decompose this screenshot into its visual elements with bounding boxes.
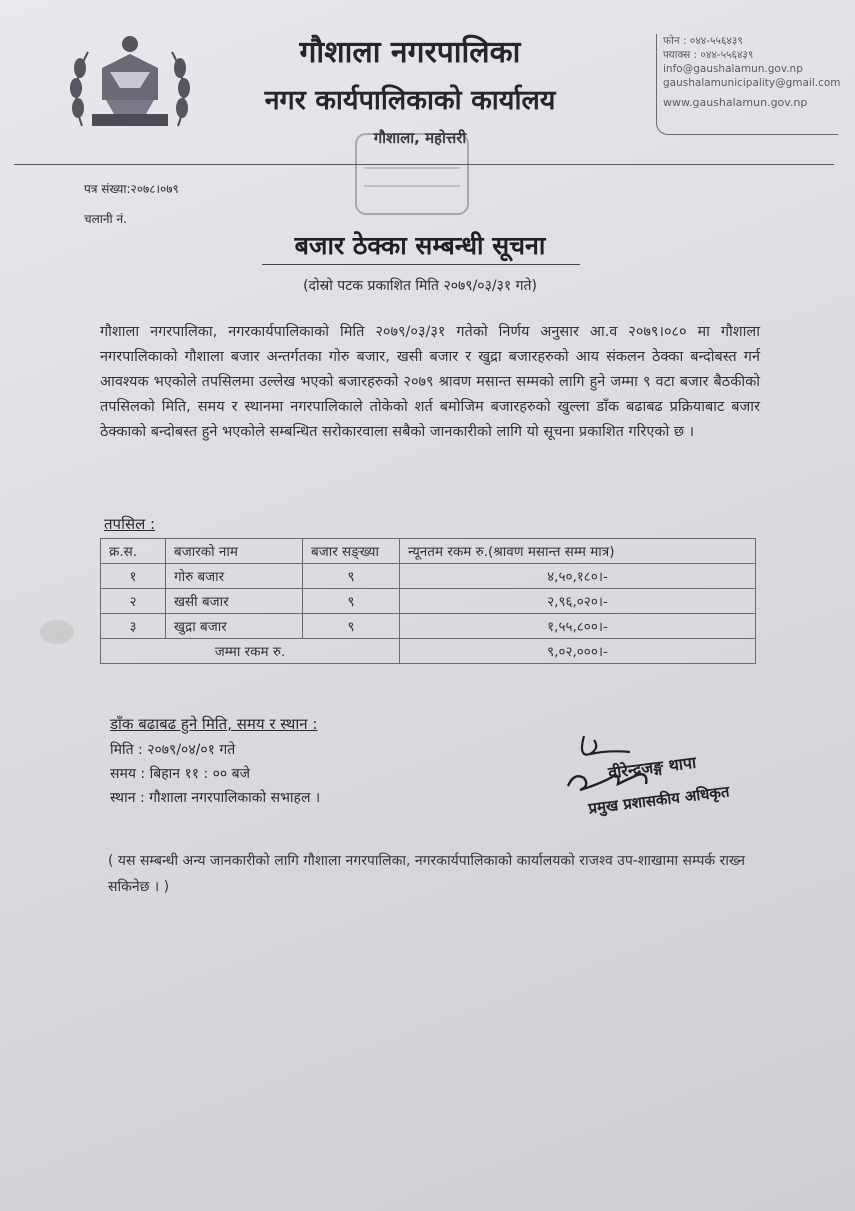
notice-title: बजार ठेक्का सम्बन्धी सूचना (294, 231, 546, 260)
signature-icon (560, 728, 760, 838)
municipality-name: गौशाला नगरपालिका (299, 35, 521, 70)
cell-amount: २,९६,०२०।- (400, 589, 756, 614)
table-row (101, 564, 756, 589)
footnote: ( यस सम्बन्धी अन्य जानकारीको लागि गौशाला नगरपालिका, नगरकार्यपालिकाको कार्यालयको राजश्व उप-शाखामा सम्पर्क राख्न सकिनेछ । ) (108, 853, 746, 895)
table-row (101, 589, 756, 614)
nepal-emblem-icon (62, 28, 198, 140)
signatory-post: प्रमुख प्रशासकीय अधिकृत (587, 782, 731, 818)
cell-market-count: ९ (303, 564, 400, 589)
col-serial: क्र.स. (101, 539, 166, 564)
notice-body: गौशाला नगरपालिका, नगरकार्यपालिकाको मिति २०७९/०३/३१ गतेको निर्णय अनुसार आ.व २०७९।०८० मा गौशाला नगरपालिकाको गौशाला बजार अन्तर्गतका गोरु बजार, खसी बजार र खुद्रा बजारहरुको आय संकलन ठेक्का बन्दोबस्त गर्न आवश्यक भएकोले तपसिलमा उल्लेख भएको बजारहरुको २०७९ श्रावण मसान्त सम्मको लागि हुने जम्मा ९ वटा बजार बैठकीको तपसिलको मिति, समय र स्थानमा नगरपालिकाले तोकेको शर्त बमोजिम बजारहरुको खुल्ला डाँक बढाबढ प्रक्रियाबाट बजार ठेक्काको बन्दोबस्त हुने भएकोले सम्बन्धित सरोकारवाला सबैको जानकारीको लागि यो सूचना प्रकाशित गरिएको छ । (100, 324, 760, 440)
cell-market-name: खसी बजार (166, 589, 303, 614)
cell-serial: ३ (101, 614, 166, 639)
contact-block (656, 34, 841, 135)
fax-number: फ्याक्स : ०४४-५५६४३९ (663, 49, 754, 61)
cell-serial: १ (101, 564, 166, 589)
table-label: तपसिल : (104, 515, 156, 533)
cell-market-name: गोरु बजार (166, 564, 303, 589)
phone-number: फोन : ०४४-५५६४३९ (663, 35, 743, 47)
table-total-row (101, 639, 756, 664)
cell-serial: २ (101, 589, 166, 614)
cell-amount: ४,५०,१८०।- (400, 564, 756, 589)
office-location: गौशाला, महोत्तरी (373, 129, 467, 147)
letter-number: पत्र संख्या:२०७८।०७९ (84, 182, 179, 196)
notice-subtitle: (दोस्रो पटक प्रकाशित मिति २०७९/०३/३१ गते) (303, 278, 537, 294)
col-market-count: बजार सङ्ख्या (303, 539, 400, 564)
auction-date: मिति : २०७९/०४/०१ गते (110, 742, 236, 758)
header-divider (14, 164, 834, 165)
office-name: नगर कार्यपालिकाको कार्यालय (264, 85, 556, 116)
table-header-row (101, 539, 756, 564)
signatory-name: वीरेन्द्रजङ्ग थापा (607, 752, 698, 783)
email-address: info@gaushalamun.gov.np (663, 63, 803, 75)
col-minimum-amount: न्यूनतम रकम रु.(श्रावण मसान्त सम्म मात्र) (400, 539, 756, 564)
total-amount: ९,०२,०००।- (400, 639, 756, 664)
email-address-alt: gaushalamunicipality@gmail.com (663, 77, 841, 89)
cell-market-count: ९ (303, 589, 400, 614)
cell-market-count: ९ (303, 614, 400, 639)
paper-smudge (40, 620, 74, 644)
market-table (100, 538, 756, 664)
dispatch-number: चलानी नं. (84, 212, 127, 226)
title-underline (262, 264, 580, 265)
auction-heading: डाँक बढाबढ हुने मिति, समय र स्थान : (110, 715, 318, 733)
total-label: जम्मा रकम रु. (101, 639, 400, 664)
col-market-name: बजारको नाम (166, 539, 303, 564)
cell-amount: १,५५,८००।- (400, 614, 756, 639)
cell-market-name: खुद्रा बजार (166, 614, 303, 639)
auction-place: स्थान : गौशाला नगरपालिकाको सभाहल । (110, 790, 321, 806)
website-address: www.gaushalamun.gov.np (663, 96, 808, 109)
table-row (101, 614, 756, 639)
auction-time: समय : बिहान ११ : ०० बजे (110, 766, 251, 782)
